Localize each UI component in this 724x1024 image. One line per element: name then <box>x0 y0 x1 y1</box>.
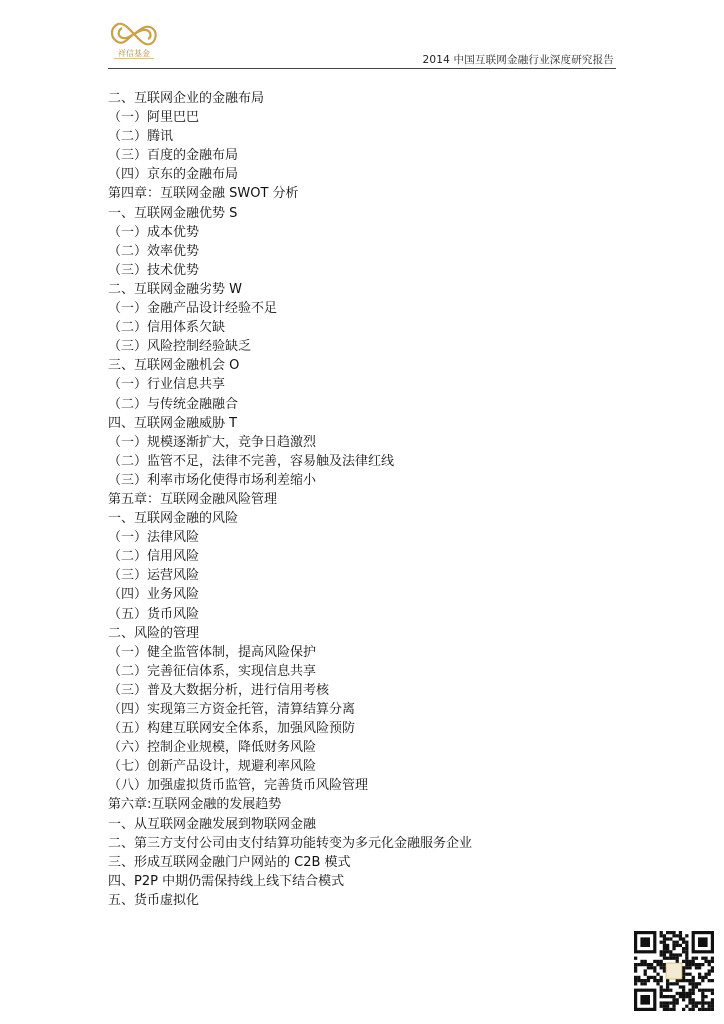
toc-entry: （三）运营风险 <box>108 568 200 584</box>
toc-entry: （三）风险控制经验缺乏 <box>108 339 252 355</box>
report-title: 2014 中国互联网金融行业深度研究报告 <box>422 54 614 66</box>
toc-entry: 一、互联网金融的风险 <box>108 511 239 527</box>
toc-entry: （二）效率优势 <box>108 243 200 259</box>
header-divider <box>108 68 616 69</box>
toc-entry: （五）货币风险 <box>108 606 200 622</box>
toc-entry: 一、互联网金融优势 S <box>108 205 238 221</box>
toc-entry: 二、第三方支付公司由支付结算功能转变为多元化金融服务企业 <box>108 835 473 851</box>
toc-entry: （一）阿里巴巴 <box>108 110 200 126</box>
toc-entry: （三）利率市场化使得市场利差缩小 <box>108 472 317 488</box>
toc-entry: （三）技术优势 <box>108 262 200 278</box>
table-of-contents <box>108 89 608 910</box>
toc-entry: 第六章:互联网金融的发展趋势 <box>108 797 282 813</box>
toc-entry: （二）腾讯 <box>108 129 174 145</box>
toc-entry: （六）控制企业规模，降低财务风险 <box>108 740 317 756</box>
toc-entry: 四、P2P 中期仍需保持线上线下结合模式 <box>108 873 345 889</box>
toc-entry: 第五章：互联网金融风险管理 <box>108 491 278 507</box>
toc-entry: 三、形成互联网金融门户网站的 C2B 模式 <box>108 854 351 870</box>
toc-entry: （一）行业信息共享 <box>108 377 226 393</box>
toc-entry: （一）健全监管体制，提高风险保护 <box>108 644 317 660</box>
toc-entry: （四）实现第三方资金托管，清算结算分离 <box>108 702 356 717</box>
toc-entry: （八）加强虚拟货币监管，完善货币风险管理 <box>108 778 369 794</box>
toc-entry: 二、互联网金融劣势 W <box>108 281 242 297</box>
toc-entry: （一）金融产品设计经验不足 <box>108 301 278 317</box>
toc-entry: （三）百度的金融布局 <box>108 148 239 164</box>
toc-entry: 一、从互联网金融发展到物联网金融 <box>108 816 317 832</box>
svg-text:祥信基金: 祥信基金 <box>118 49 150 58</box>
company-logo <box>108 18 160 62</box>
toc-entry: （一）规模逐渐扩大，竞争日趋激烈 <box>108 434 317 450</box>
toc-entry: （四）业务风险 <box>108 587 200 603</box>
toc-entry: 二、风险的管理 <box>108 625 200 641</box>
qr-code-icon <box>634 931 714 1011</box>
toc-entry: （二）信用体系欠缺 <box>108 320 226 336</box>
toc-entry: （一）法律风险 <box>108 530 200 546</box>
toc-entry: 五、货币虚拟化 <box>108 892 200 908</box>
toc-entry: 三、互联网金融机会 O <box>108 358 240 374</box>
toc-entry: 第四章：互联网金融 SWOT 分析 <box>108 186 299 202</box>
toc-entry: （二）监管不足，法律不完善，容易触及法律红线 <box>108 453 395 469</box>
toc-entry: （七）创新产品设计，规避利率风险 <box>108 759 317 775</box>
toc-entry: （三）普及大数据分析，进行信用考核 <box>108 682 330 698</box>
toc-entry: （一）成本优势 <box>108 224 200 240</box>
toc-entry: 四、互联网金融威胁 T <box>108 415 238 431</box>
toc-entry: （五）构建互联网安全体系，加强风险预防 <box>108 721 356 737</box>
toc-entry: （二）信用风险 <box>108 549 200 565</box>
toc-entry: 二、互联网企业的金融布局 <box>108 91 265 106</box>
toc-entry: （二）完善征信体系，实现信息共享 <box>108 663 317 679</box>
toc-entry: （四）京东的金融布局 <box>108 167 239 183</box>
toc-entry: （二）与传统金融融合 <box>108 396 239 412</box>
